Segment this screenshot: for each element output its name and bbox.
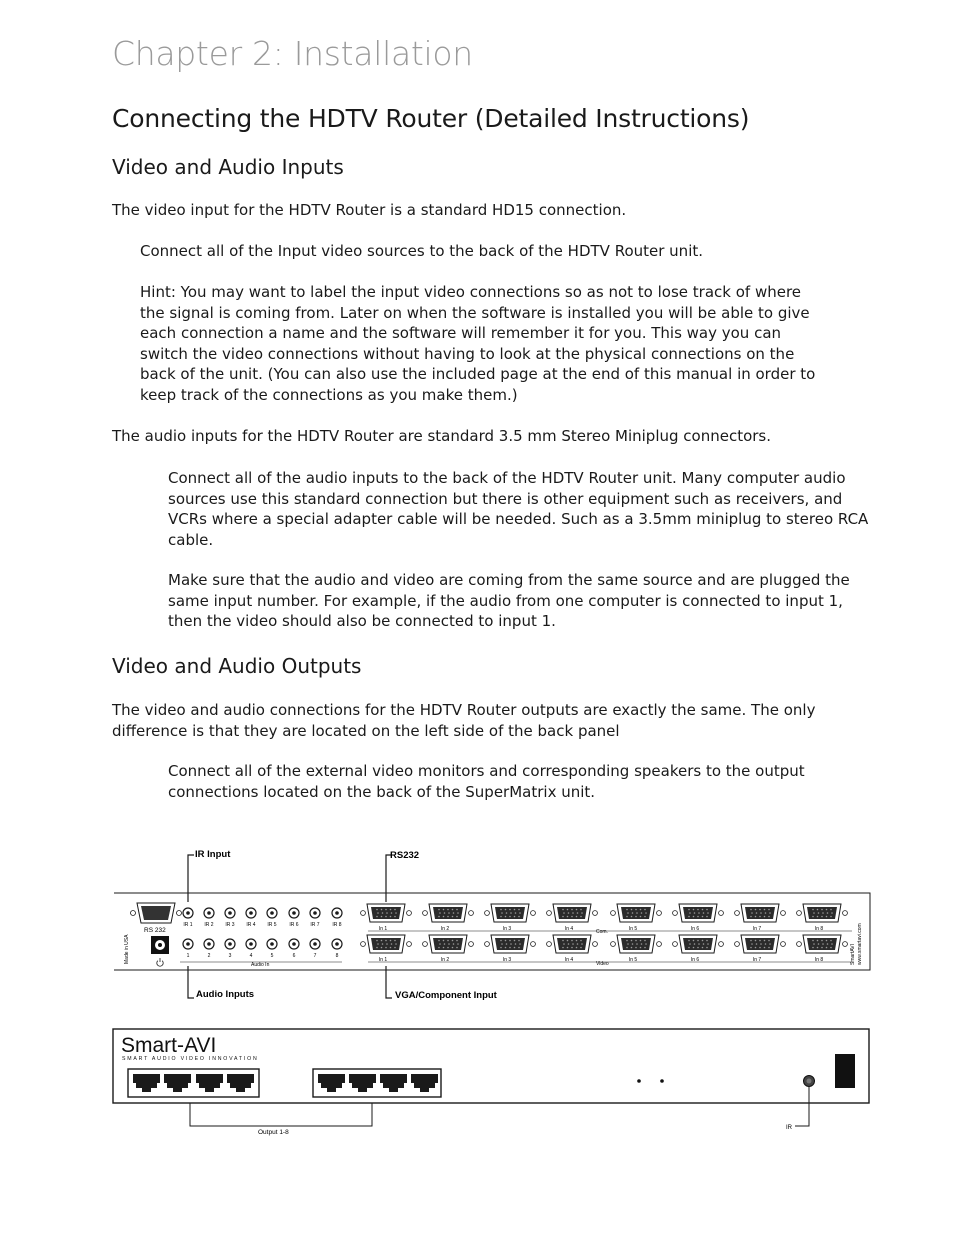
- inputs-paragraph-2: Connect all of the Input video sources to the back of the HDTV Router unit.: [140, 242, 704, 260]
- ir-jack-label: IR 3: [225, 922, 235, 928]
- indicator-led: [660, 1079, 664, 1083]
- vga-port-label: In 3: [502, 957, 512, 963]
- vga-ports-top-row: [361, 904, 848, 932]
- vga-port-label: In 1: [378, 926, 388, 932]
- audio-jack-number: 3: [228, 953, 232, 959]
- vga-port: [485, 904, 536, 922]
- ir-jack-label: IR 2: [204, 922, 214, 928]
- vga-port: [797, 935, 848, 953]
- inputs-hint-paragraph: Hint: You may want to label the input video connections so as not to lose track of where the signal is coming from. Later on when the software is installed you will be able to give each connection a name and the software will remember it for you. This way you can switch the video connections without having to look at the physical connections on the back of the unit. (You can also use the included page at the end of this manual in order to keep track of the connections as you make them.): [140, 283, 816, 404]
- audio-jack-number: 4: [249, 953, 253, 959]
- outputs-paragraph-2: Connect all of the external video monitors and corresponding speakers to the output connections located on the back of the SuperMatrix unit.: [168, 762, 805, 801]
- audio-jack-number: 2: [207, 953, 211, 959]
- vga-port-label: In 3: [502, 926, 512, 932]
- audio-jack-number: 7: [313, 953, 317, 959]
- ir-jack-label: IR 6: [289, 922, 299, 928]
- indicator-led: [637, 1079, 641, 1083]
- output-ports-group-2: [313, 1069, 441, 1097]
- vga-port: [547, 904, 598, 922]
- vga-port-label: In 7: [752, 926, 762, 932]
- output-ports-group-1: [128, 1069, 259, 1097]
- audio-jack: [332, 939, 342, 949]
- audio-inputs-callout: Audio Inputs: [196, 989, 255, 1000]
- inputs-paragraph-1: The video input for the HDTV Router is a standard HD15 connection.: [112, 201, 627, 219]
- ir-jack: [225, 908, 235, 918]
- inputs-paragraph-4: The audio inputs for the HDTV Router are standard 3.5 mm Stereo Miniplug connectors.: [112, 427, 772, 445]
- vga-port: [673, 935, 724, 953]
- ir-jack-label: IR 8: [332, 922, 342, 928]
- audio-jack-number: 8: [335, 953, 339, 959]
- vga-port: [611, 904, 662, 922]
- audio-jack: [267, 939, 277, 949]
- ir-jacks: [183, 908, 342, 928]
- brand-logo: Smart-AVI: [121, 1034, 217, 1057]
- ir-label: IR: [786, 1125, 792, 1131]
- audio-jack-number: 5: [270, 953, 274, 959]
- audio-jack: [289, 939, 299, 949]
- chapter-title: Chapter 2: Installation: [112, 34, 473, 73]
- ir-jack: [289, 908, 299, 918]
- vga-port: [485, 935, 536, 953]
- vga-port-label: In 5: [628, 926, 638, 932]
- side-brand-label: SmartAVI: [850, 943, 856, 965]
- vga-port: [673, 904, 724, 922]
- vga-port-label: In 5: [628, 957, 638, 963]
- brand-tagline: SMART AUDIO VIDEO INNOVATION: [122, 1056, 259, 1062]
- audio-jack: [183, 939, 193, 949]
- outputs-paragraph-1: The video and audio connections for the HDTV Router outputs are exactly the same. The only difference is that they are located on the left side of the back panel: [112, 701, 816, 740]
- audio-jack: [246, 939, 256, 949]
- ir-jack: [246, 908, 256, 918]
- audio-jack: [225, 939, 235, 949]
- vga-port: [547, 935, 598, 953]
- com-label: Com.: [596, 929, 608, 935]
- ir-input-callout: IR Input: [195, 849, 231, 860]
- vga-port: [361, 904, 412, 922]
- ir-jack: [332, 908, 342, 918]
- vga-port: [797, 904, 848, 922]
- ir-jack-label: IR 4: [246, 922, 256, 928]
- inputs-paragraph-5: Connect all of the audio inputs to the back of the HDTV Router unit. Many computer audio sources use this standard connection but there is other equipment such as receivers, and VCRs where a special adapter cable will be needed. Such as a 3.5mm miniplug to stereo RCA cable.: [168, 469, 869, 549]
- inputs-heading: Video and Audio Inputs: [112, 155, 344, 179]
- video-label: Video: [596, 961, 609, 967]
- vga-port-label: In 4: [564, 926, 574, 932]
- vga-port-label: In 6: [690, 957, 700, 963]
- output-label: Output 1-8: [258, 1129, 289, 1136]
- ir-jack-label: IR 5: [267, 922, 277, 928]
- rs232-label: RS 232: [144, 927, 166, 934]
- ir-jack: [310, 908, 320, 918]
- inputs-paragraph-6: Make sure that the audio and video are coming from the same source and are plugged the same input number. For example, if the audio from one computer is connected to input 1, then the video should also be connected to input 1.: [168, 571, 850, 631]
- vga-port: [735, 935, 786, 953]
- audio-jack: [310, 939, 320, 949]
- vga-input-callout: VGA/Component Input: [395, 990, 497, 1001]
- vga-port-label: In 7: [752, 957, 762, 963]
- ir-jack: [204, 908, 214, 918]
- ir-jack-label: IR 1: [183, 922, 193, 928]
- made-in-label: Made in USA: [124, 934, 130, 964]
- rs232-callout: RS232: [390, 850, 420, 861]
- vga-port: [423, 935, 474, 953]
- vga-port: [361, 935, 412, 953]
- ir-jack: [267, 908, 277, 918]
- vga-port: [611, 935, 662, 953]
- side-url-label: www.smartavi.com: [857, 923, 863, 965]
- ir-receiver: [804, 1076, 815, 1087]
- audio-jacks: [183, 939, 342, 959]
- power-icon: [157, 958, 163, 966]
- power-switch: [835, 1054, 855, 1088]
- audio-jack-number: 6: [292, 953, 296, 959]
- section-title: Connecting the HDTV Router (Detailed Instructions): [112, 104, 750, 133]
- vga-port-label: In 1: [378, 957, 388, 963]
- vga-port-label: In 8: [814, 957, 824, 963]
- audio-jack-number: 1: [186, 953, 190, 959]
- vga-port: [423, 904, 474, 922]
- ir-jack: [183, 908, 193, 918]
- vga-port-label: In 4: [564, 957, 574, 963]
- audio-in-label: Audio In: [251, 962, 270, 968]
- outputs-heading: Video and Audio Outputs: [112, 654, 362, 678]
- rs232-port: [131, 903, 182, 923]
- vga-port-label: In 6: [690, 926, 700, 932]
- vga-port-label: In 2: [440, 957, 450, 963]
- vga-port: [735, 904, 786, 922]
- vga-ports-bottom-row: [361, 935, 848, 963]
- power-jack: [151, 936, 169, 954]
- vga-port-label: In 8: [814, 926, 824, 932]
- audio-jack: [204, 939, 214, 949]
- vga-port-label: In 2: [440, 926, 450, 932]
- ir-jack-label: IR 7: [310, 922, 320, 928]
